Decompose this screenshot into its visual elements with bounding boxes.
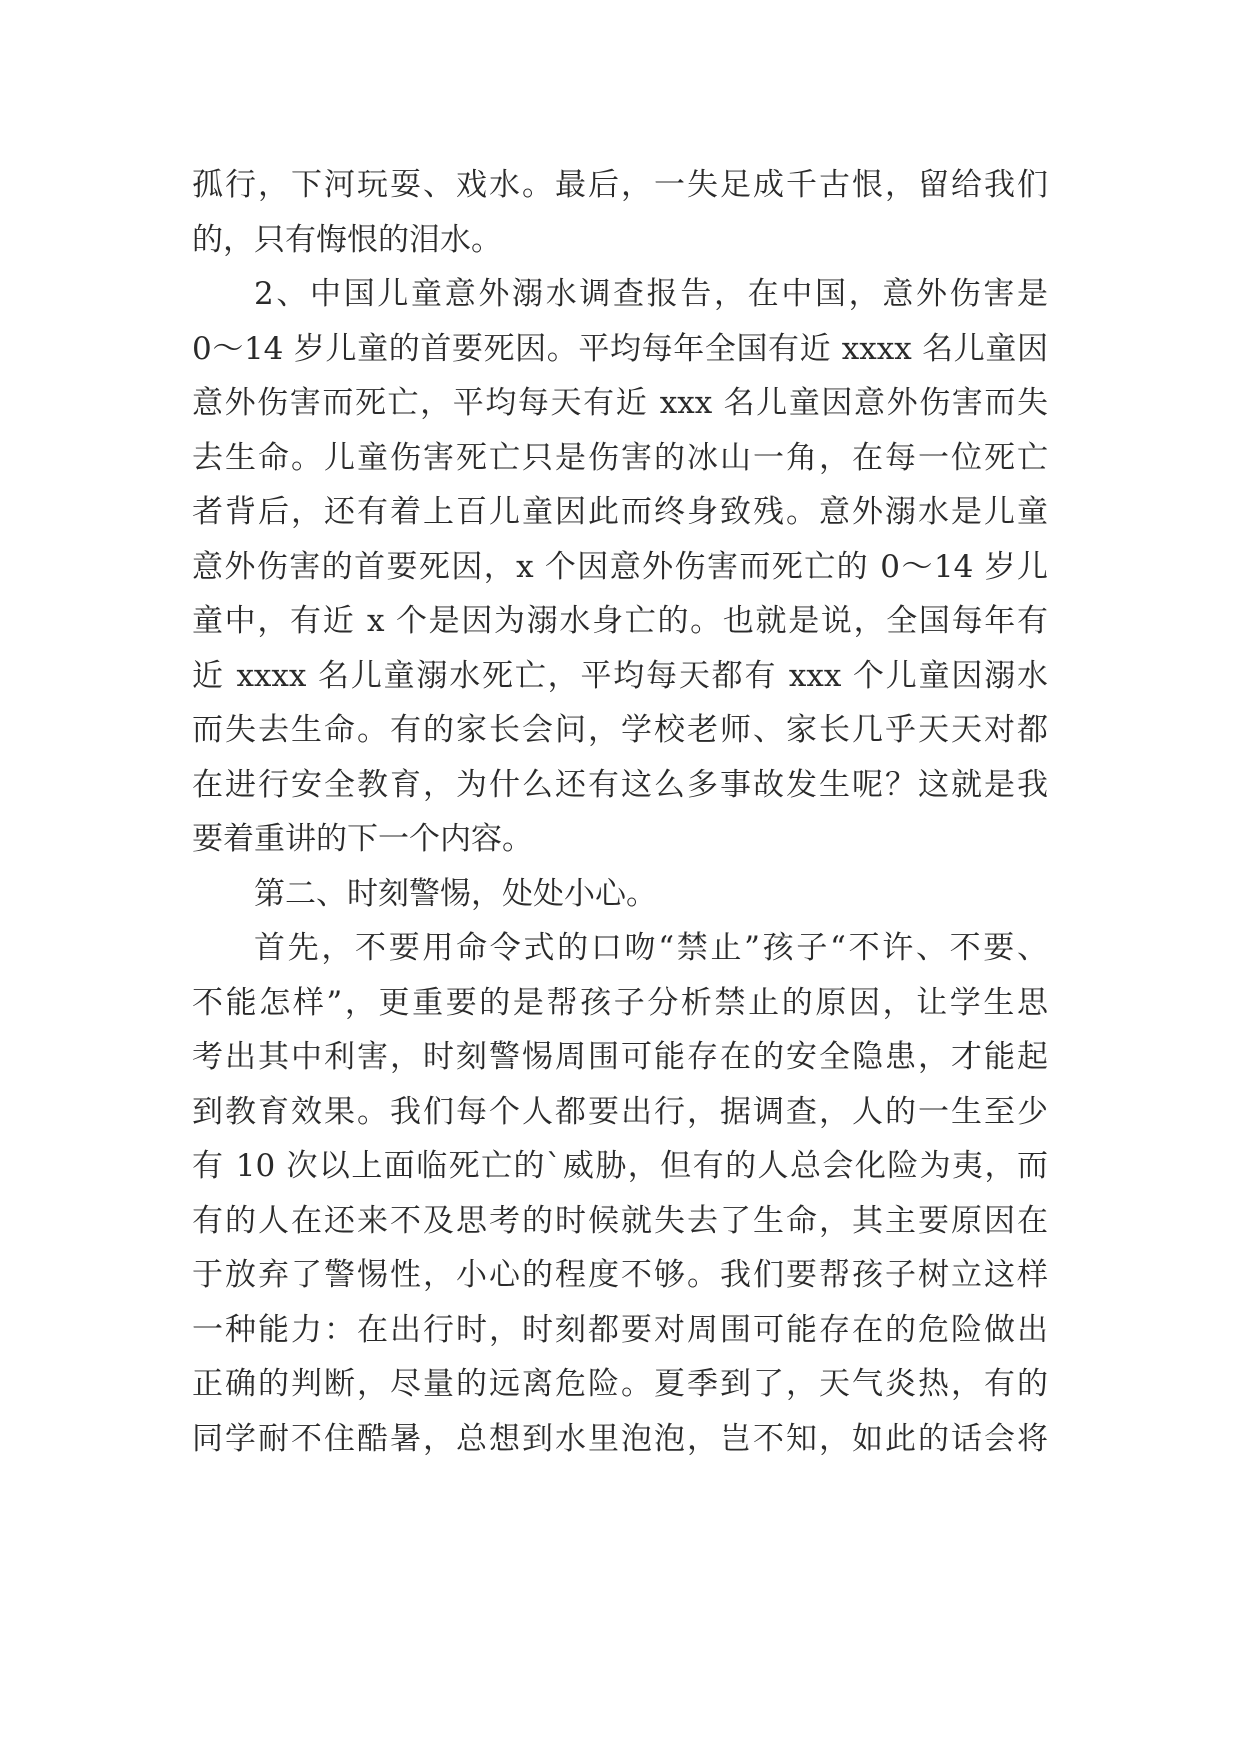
text-line: 同学耐不住酷暑，总想到水里泡泡，岂不知，如此的话会将 (192, 1420, 1048, 1457)
text-line: 而失去生命。有的家长会问，学校老师、家长几乎天天对都 (192, 712, 1048, 748)
text-line: 2、中国儿童意外溺水调查报告，在中国，意外伤害是 (254, 276, 1048, 312)
text-line: 要着重讲的下一个内容。 (192, 821, 533, 857)
text-line: 一种能力：在出行时，时刻都要对周围可能存在的危险做出 (192, 1311, 1048, 1348)
text-line: 去生命。儿童伤害死亡只是伤害的冰山一角，在每一位死亡 (192, 439, 1048, 476)
text-line: 童中，有近 x 个是因为溺水身亡的。也就是说，全国每年有 (192, 603, 1048, 639)
text-line: 到教育效果。我们每个人都要出行，据调查，人的一生至少 (192, 1093, 1048, 1130)
section-heading: 第二、时刻警惕，处处小心。 (254, 875, 657, 912)
text-line: 于放弃了警惕性，小心的程度不够。我们要帮孩子树立这样 (192, 1257, 1048, 1293)
text-line: 的，只有悔恨的泪水。 (192, 221, 502, 258)
text-line: 意外伤害而死亡，平均每天有近 xxx 名儿童因意外伤害而失 (192, 385, 1048, 421)
text-line: 意外伤害的首要死因，x 个因意外伤害而死亡的 0～14 岁儿 (192, 548, 1048, 585)
text-line: 近 xxxx 名儿童溺水死亡，平均每天都有 xxx 个儿童因溺水 (192, 657, 1048, 694)
text-line: 在进行安全教育，为什么还有这么多事故发生呢？这就是我 (192, 766, 1048, 803)
text-line: 考出其中利害，时刻警惕周围可能存在的安全隐患，才能起 (192, 1039, 1048, 1075)
text-line: 首先，不要用命令式的口吻“禁止”孩子“不许、不要、 (254, 930, 1048, 966)
text-line: 有 10 次以上面临死亡的`威胁，但有的人总会化险为夷，而 (192, 1148, 1048, 1184)
body-text (192, 158, 1048, 1466)
text-line: 0～14 岁儿童的首要死因。平均每年全国有近 xxxx 名儿童因 (192, 330, 1048, 367)
text-line: 者背后，还有着上百儿童因此而终身致残。意外溺水是儿童 (192, 494, 1048, 530)
text-line: 不能怎样”，更重要的是帮孩子分析禁止的原因，让学生思 (192, 984, 1048, 1021)
text-line: 正确的判断，尽量的远离危险。夏季到了，天气炎热，有的 (192, 1366, 1048, 1402)
text-line: 有的人在还来不及思考的时候就失去了生命，其主要原因在 (192, 1202, 1048, 1239)
text-line: 孤行，下河玩耍、戏水。最后，一失足成千古恨，留给我们 (192, 167, 1048, 203)
